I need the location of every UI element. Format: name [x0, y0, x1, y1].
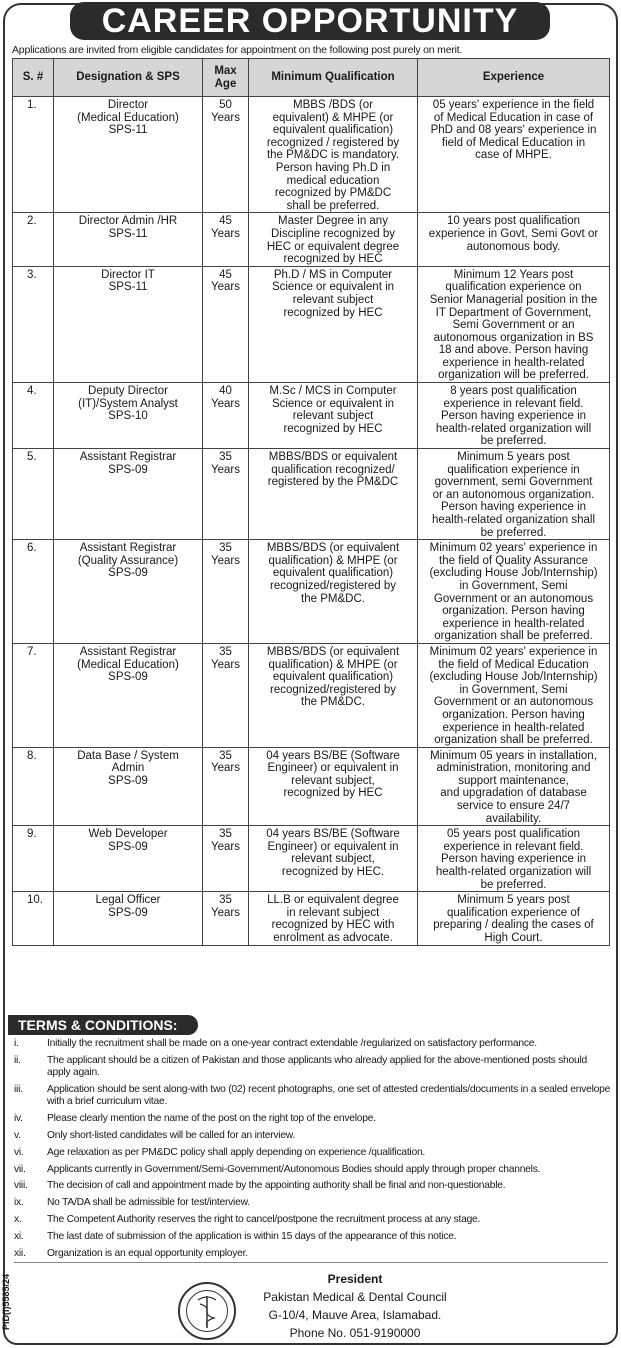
term-text: Organization is an equal opportunity employer.: [47, 1247, 248, 1259]
term-number: v.: [14, 1130, 21, 1141]
cell-experience: 05 years post qualification experience in relevant field. Person having experience in health-related organization will be preferred.: [418, 826, 610, 892]
cell-designation: Director (Medical Education) SPS-11: [54, 97, 203, 213]
cell-experience: Minimum 5 years post qualification experience in government, semi Government or an autonomous organization. Person having experience in health-related organization shall be preferred.: [418, 449, 610, 540]
signature-block: [245, 1270, 465, 1342]
cell-max-age: 35 Years: [203, 826, 249, 892]
term-text: No TA/DA shall be admissible for test/interview.: [47, 1197, 250, 1209]
term-item: [14, 1214, 612, 1226]
cell-designation: Data Base / System Admin SPS-09: [54, 747, 203, 826]
cell-experience: Minimum 05 years in installation, administration, monitoring and support maintenance, and upgradation of database service to ensure 24/7 availability.: [418, 747, 610, 826]
cell-designation: Web Developer SPS-09: [54, 826, 203, 892]
cell-designation: Legal Officer SPS-09: [54, 892, 203, 945]
cell-qualification: MBBS/BDS (or equivalent qualification) & MHPE (or equivalent qualification) recognized/registered by the PM&DC.: [249, 643, 418, 747]
table-row: [13, 97, 610, 213]
term-number: x.: [14, 1213, 22, 1225]
cell-max-age: 35 Years: [203, 892, 249, 945]
table-header-row: [13, 59, 610, 97]
term-text: Applicants currently in Government/Semi-Government/Autonomous Bodies should apply through proper channels.: [47, 1163, 541, 1175]
cell-experience: 8 years post qualification experience in relevant field. Person having experience in health-related organization will be preferred.: [418, 383, 610, 449]
term-number: vii.: [14, 1163, 26, 1175]
term-number: xi.: [14, 1230, 24, 1242]
term-item: [14, 1197, 612, 1209]
table-row: [13, 383, 610, 449]
intro-text: Applications are invited from eligible candidates for appointment on the following post purely on merit.: [12, 44, 463, 56]
cell-qualification: MBBS /BDS (or equivalent) & MHPE (or equivalent qualification) recognized / registered by the PM&DC is mandatory. Person having Ph.D in medical education recognized by PM&DC shall be preferred.: [249, 97, 418, 213]
term-text: Application should be sent along-with two (02) recent photographs, one set of attested credentials/documents in a sealed envelope with a brief curriculum vitae.: [47, 1084, 611, 1108]
cell-designation: Assistant Registrar (Medical Education) SPS-09: [54, 643, 203, 747]
table-row: [13, 213, 610, 266]
term-number: vi.: [14, 1146, 24, 1158]
term-item: [14, 1113, 612, 1125]
cell-max-age: 35 Years: [203, 540, 249, 644]
term-text: Only short-listed candidates will be called for an interview.: [47, 1130, 296, 1141]
terms-heading: TERMS & CONDITIONS:: [8, 1015, 198, 1035]
cell-qualification: Ph.D / MS in Computer Science or equivalent in relevant subject recognized by HEC: [249, 266, 418, 382]
table-row: [13, 540, 610, 644]
cell-experience: 05 years' experience in the field of Medical Education in case of PhD and 08 years' experience in field of Medical Education in case of MHPE.: [418, 97, 610, 213]
cell-qualification: M.Sc / MCS in Computer Science or equivalent in relevant subject recognized by HEC: [249, 383, 418, 449]
cell-experience: Minimum 12 Years post qualification experience on Senior Managerial position in the IT Department of Government, Semi Government or an autonomous organization in BS 18 and above. Person having experience in health-related organization will be preferred.: [418, 266, 610, 382]
term-number: iii.: [14, 1084, 23, 1095]
term-text: The last date of submission of the application is within 15 days of the appearance of this notice.: [47, 1230, 457, 1242]
cell-experience: Minimum 5 years post qualification experience of preparing / dealing the cases of High Court.: [418, 892, 610, 945]
pid-number: PID(I)5585/24: [1, 1273, 11, 1331]
cell-experience: Minimum 02 years' experience in the field of Medical Education (excluding House Job/Internship) in Government, Semi Government or an autonomous organization. Person having experience in health-related organization shall be preferred.: [418, 643, 610, 747]
term-item: [14, 1180, 612, 1192]
header-designation: Designation & SPS: [54, 59, 203, 97]
term-item: [14, 1038, 612, 1050]
council-seal-logo: [178, 1282, 236, 1340]
cell-sno: 3.: [13, 266, 54, 382]
term-number: iv.: [14, 1113, 23, 1125]
cell-sno: 9.: [13, 826, 54, 892]
cell-experience: 10 years post qualification experience in Govt, Semi Govt or autonomous body.: [418, 213, 610, 266]
cell-sno: 4.: [13, 383, 54, 449]
table-row: [13, 266, 610, 382]
terms-list: [14, 1038, 612, 1264]
cell-designation: Director Admin /HR SPS-11: [54, 213, 203, 266]
cell-max-age: 35 Years: [203, 643, 249, 747]
cell-sno: 10.: [13, 892, 54, 945]
cell-sno: 8.: [13, 747, 54, 826]
term-text: The Competent Authority reserves the right to cancel/postpone the recruitment process at any stage.: [47, 1213, 481, 1225]
term-text: The applicant should be a citizen of Pakistan and those applicants who already applied for the above-mentioned posts should apply again.: [47, 1054, 587, 1079]
table-row: [13, 449, 610, 540]
header-qualification: Minimum Qualification: [249, 59, 418, 97]
term-item: [14, 1147, 612, 1159]
term-item: [14, 1248, 612, 1260]
cell-sno: 7.: [13, 643, 54, 747]
table-row: [13, 892, 610, 945]
cell-sno: 6.: [13, 540, 54, 644]
banner-title: CAREER OPPORTUNITY: [70, 2, 550, 40]
cell-qualification: LL.B or equivalent degree in relevant subject recognized by HEC with enrolment as advocate.: [249, 892, 418, 945]
term-number: ix.: [14, 1197, 24, 1209]
cell-sno: 1.: [13, 97, 54, 213]
jobs-table: [12, 58, 610, 946]
cell-qualification: 04 years BS/BE (Software Engineer) or equivalent in relevant subject, recognized by HEC.: [249, 826, 418, 892]
cell-designation: Assistant Registrar (Quality Assurance) SPS-09: [54, 540, 203, 644]
cell-max-age: 50 Years: [203, 97, 249, 213]
term-item: [14, 1164, 612, 1176]
cell-max-age: 40 Years: [203, 383, 249, 449]
cell-sno: 2.: [13, 213, 54, 266]
cell-qualification: MBBS/BDS (or equivalent qualification) & MHPE (or equivalent qualification) recognized/registered by the PM&DC.: [249, 540, 418, 644]
table-row: [13, 826, 610, 892]
term-item: [14, 1084, 612, 1109]
org-address: G-10/4, Mauve Area, Islamabad.: [268, 1308, 442, 1322]
footer-divider: [14, 1262, 608, 1263]
signatory-title: President: [327, 1272, 383, 1286]
cell-designation: Deputy Director (IT)/System Analyst SPS-10: [54, 383, 203, 449]
org-name: Pakistan Medical & Dental Council: [263, 1290, 447, 1304]
term-number: viii.: [14, 1180, 28, 1192]
term-text: The decision of call and appointment made by the appointing authority shall be final and non-questionable.: [47, 1180, 506, 1192]
cell-experience: Minimum 02 years' experience in the field of Quality Assurance (excluding House Job/Internship) in Government, Semi Government or an autonomous organization. Person having experience in health-related organization shall be preferred.: [418, 540, 610, 644]
header-max-age: Max Age: [203, 59, 249, 97]
cell-designation: Director IT SPS-11: [54, 266, 203, 382]
cell-max-age: 45 Years: [203, 213, 249, 266]
header-sno: S. #: [13, 59, 54, 97]
term-text: Please clearly mention the name of the post on the right top of the envelope.: [47, 1113, 376, 1125]
cell-max-age: 35 Years: [203, 449, 249, 540]
cell-max-age: 45 Years: [203, 266, 249, 382]
header-experience: Experience: [418, 59, 610, 97]
term-text: Initially the recruitment shall be made on a one-year contract extendable /regularized on satisfactory performance.: [47, 1038, 537, 1049]
table-row: [13, 747, 610, 826]
term-number: xii.: [14, 1247, 26, 1259]
cell-sno: 5.: [13, 449, 54, 540]
cell-qualification: MBBS/BDS or equivalent qualification recognized/ registered by the PM&DC: [249, 449, 418, 540]
term-text: Age relaxation as per PM&DC policy shall apply depending on experience /qualification.: [47, 1146, 426, 1158]
table-row: [13, 643, 610, 747]
term-item: [14, 1231, 612, 1243]
term-number: ii.: [14, 1054, 21, 1066]
term-item: [14, 1055, 612, 1080]
cell-designation: Assistant Registrar SPS-09: [54, 449, 203, 540]
org-phone: Phone No. 051-9190000: [289, 1326, 421, 1340]
term-number: i.: [14, 1038, 19, 1049]
cell-qualification: Master Degree in any Discipline recognized by HEC or equivalent degree recognized by HEC: [249, 213, 418, 266]
cell-qualification: 04 years BS/BE (Software Engineer) or equivalent in relevant subject, recognized by HEC: [249, 747, 418, 826]
cell-max-age: 35 Years: [203, 747, 249, 826]
term-item: [14, 1130, 612, 1142]
